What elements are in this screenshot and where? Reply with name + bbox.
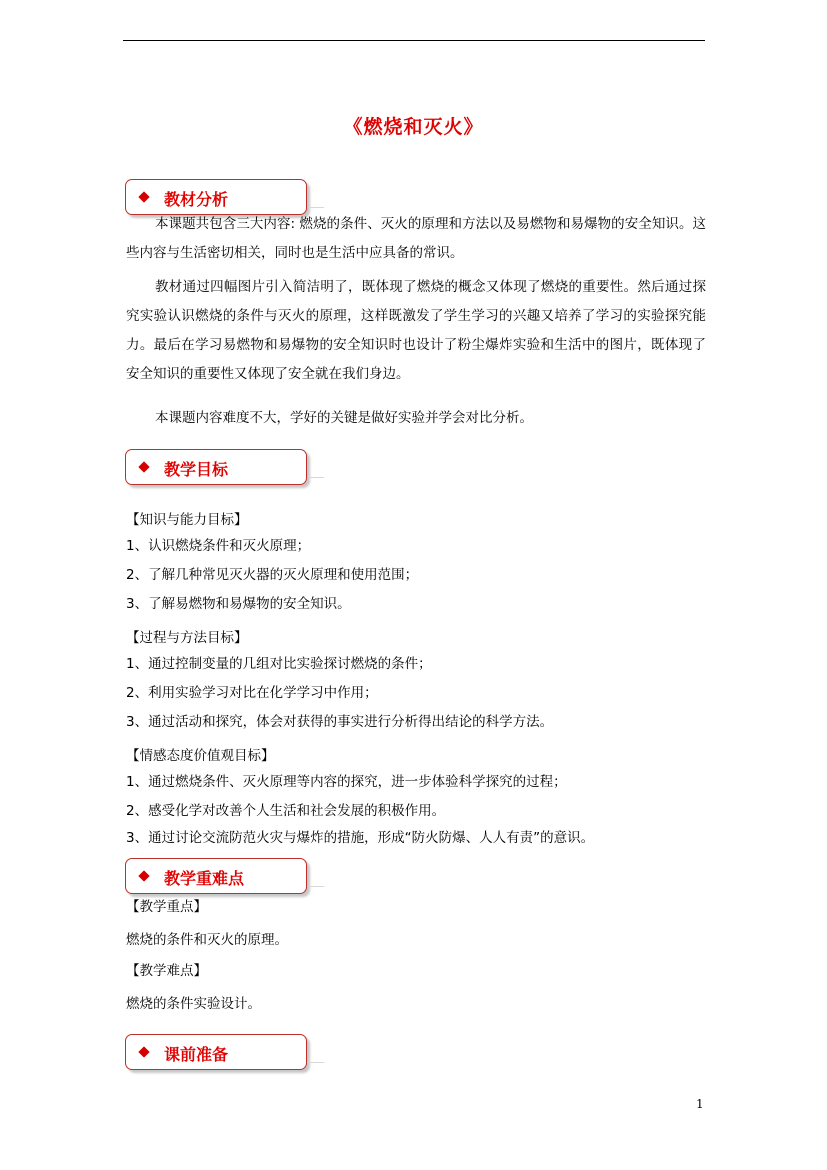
list-item: 3、了解易燃物和易爆物的安全知识。 — [126, 596, 351, 612]
difficulty-label: 【教学难点】 — [126, 963, 207, 979]
focus-text: 燃烧的条件和灭火的原理。 — [126, 932, 288, 948]
list-item: 1、通过控制变量的几组对比实验探讨燃烧的条件； — [126, 656, 432, 672]
heading-tab-shadow — [299, 1062, 324, 1073]
heading-tab-shadow — [299, 886, 324, 897]
difficulty-text: 燃烧的条件实验设计。 — [126, 996, 261, 1012]
analysis-paragraph-3: 本课题内容难度不大，学好的关键是做好实验并学会对比分析。 — [155, 410, 533, 426]
section-heading-preparation — [125, 1034, 307, 1070]
process-objectives-label: 【过程与方法目标】 — [126, 630, 248, 646]
section-heading-label: 教材分析 — [164, 190, 229, 209]
section-heading-objectives — [125, 449, 307, 485]
analysis-paragraph-1: 本课题共包含三大内容: 燃烧的条件、灭火的原理和方法以及易燃物和易爆物的安全知识。这些内容与生活密切相关，同时也是生活中应具备的常识。 — [126, 216, 706, 261]
analysis-paragraph-2: 教材通过四幅图片引入简洁明了，既体现了燃烧的概念又体现了燃烧的重要性。然后通过探究实验认识燃烧的条件与灭火的原理，这样既激发了学生学习的兴趣又培养了学习的实验探究能力。最后在学习易燃物和易爆物的安全知识时也设计了粉尘爆炸实验和生活中的图片，既体现了安全知识的重要性又体现了安全就在我们身边。 — [126, 279, 706, 382]
list-item: 2、了解几种常见灭火器的灭火原理和使用范围； — [126, 567, 419, 583]
section-heading-label: 教学重难点 — [164, 869, 245, 888]
list-item: 3、通过讨论交流防范火灾与爆炸的措施，形成“防火防爆、人人有责”的意识。 — [126, 830, 595, 846]
diamond-bullet-icon — [138, 191, 149, 202]
focus-label: 【教学重点】 — [126, 899, 207, 915]
page-number: 1 — [696, 1097, 704, 1111]
section-heading-label: 课前准备 — [164, 1045, 229, 1064]
list-item: 2、利用实验学习对比在化学学习中作用； — [126, 685, 378, 701]
list-item: 1、通过燃烧条件、灭火原理等内容的探究，进一步体验科学探究的过程； — [126, 774, 567, 790]
heading-tab-shadow — [299, 477, 324, 488]
section-heading-label: 教学目标 — [164, 460, 229, 479]
section-heading-key-points — [125, 858, 307, 894]
list-item: 3、通过活动和探究，体会对获得的事实进行分析得出结论的科学方法。 — [126, 714, 554, 730]
knowledge-objectives-label: 【知识与能力目标】 — [126, 512, 248, 528]
diamond-bullet-icon — [138, 1046, 149, 1057]
list-item: 2、感受化学对改善个人生活和社会发展的积极作用。 — [126, 803, 446, 819]
header-rule — [123, 40, 705, 41]
emotion-objectives-label: 【情感态度价值观目标】 — [126, 748, 275, 764]
diamond-bullet-icon — [138, 870, 149, 881]
diamond-bullet-icon — [138, 461, 149, 472]
document-title: 《燃烧和灭火》 — [343, 116, 484, 138]
list-item: 1、认识燃烧条件和灭火原理； — [126, 538, 311, 554]
